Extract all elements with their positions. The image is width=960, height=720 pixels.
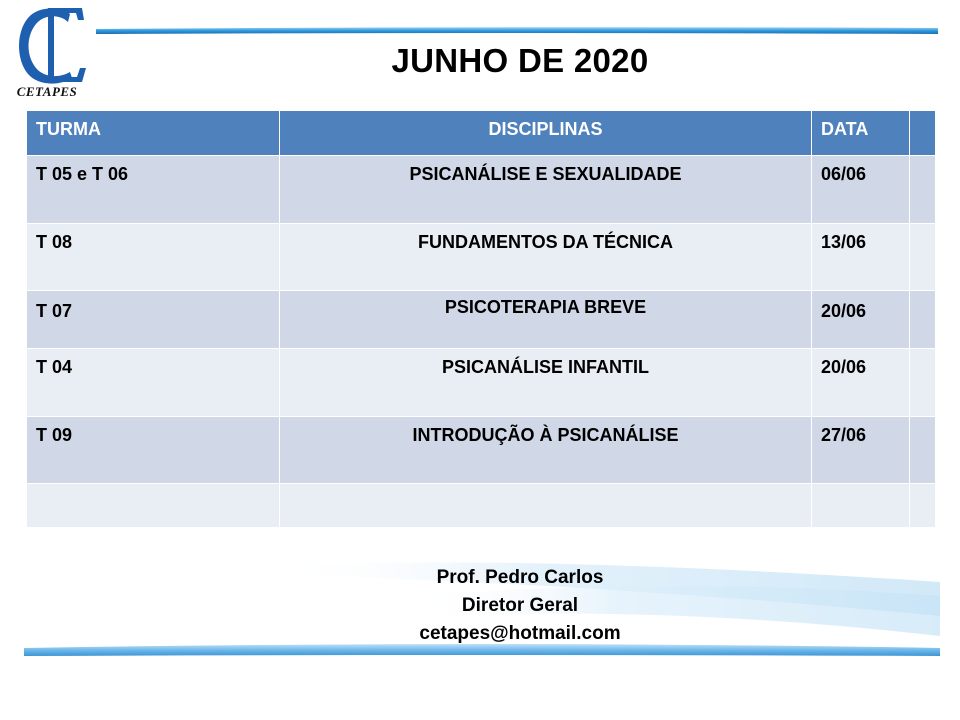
table-row <box>27 484 936 528</box>
table-row <box>27 417 936 484</box>
header-data: DATA <box>812 111 910 156</box>
cell-turma: T 07 <box>27 291 280 349</box>
cell-extra <box>910 417 936 484</box>
header-extra <box>910 111 936 156</box>
header-rule <box>96 24 938 36</box>
page-title: JUNHO DE 2020 <box>391 42 649 79</box>
table-row <box>27 156 936 224</box>
header-disciplinas: DISCIPLINAS <box>280 111 812 156</box>
cell-disciplina: FUNDAMENTOS DA TÉCNICA <box>280 224 812 291</box>
cell-turma: T 04 <box>27 349 280 417</box>
cell-turma: T 05 e T 06 <box>27 156 280 224</box>
cell-disciplina: PSICANÁLISE E SEXUALIDADE <box>280 156 812 224</box>
cell-extra <box>910 291 936 349</box>
schedule-table <box>26 110 936 528</box>
cell-disciplina: PSICANÁLISE INFANTIL <box>280 349 812 417</box>
footer-email: cetapes@hotmail.com <box>419 623 621 644</box>
cell-disciplina: INTRODUÇÃO À PSICANÁLISE <box>280 417 812 484</box>
cell-data: 27/06 <box>812 417 910 484</box>
cell-extra <box>910 224 936 291</box>
footer-role: Diretor Geral <box>461 595 579 616</box>
cell-disciplina: PSICOTERAPIA BREVE <box>280 291 812 349</box>
logo-text: CETAPES <box>16 84 78 99</box>
cell-data: 20/06 <box>812 349 910 417</box>
cell-data: 20/06 <box>812 291 910 349</box>
cell-turma: T 08 <box>27 224 280 291</box>
table-header-row <box>27 111 936 156</box>
footer-signature <box>0 564 960 648</box>
table-row <box>27 224 936 291</box>
cell-data: 13/06 <box>812 224 910 291</box>
cell-extra <box>910 484 936 528</box>
cell-disciplina <box>280 484 812 528</box>
cell-extra <box>910 349 936 417</box>
cell-turma: T 09 <box>27 417 280 484</box>
table-row <box>27 349 936 417</box>
cell-data <box>812 484 910 528</box>
footer-name: Prof. Pedro Carlos <box>436 567 604 588</box>
cell-extra <box>910 156 936 224</box>
cell-data: 06/06 <box>812 156 910 224</box>
table-row <box>27 291 936 349</box>
cell-turma <box>27 484 280 528</box>
header-turma: TURMA <box>27 111 280 156</box>
